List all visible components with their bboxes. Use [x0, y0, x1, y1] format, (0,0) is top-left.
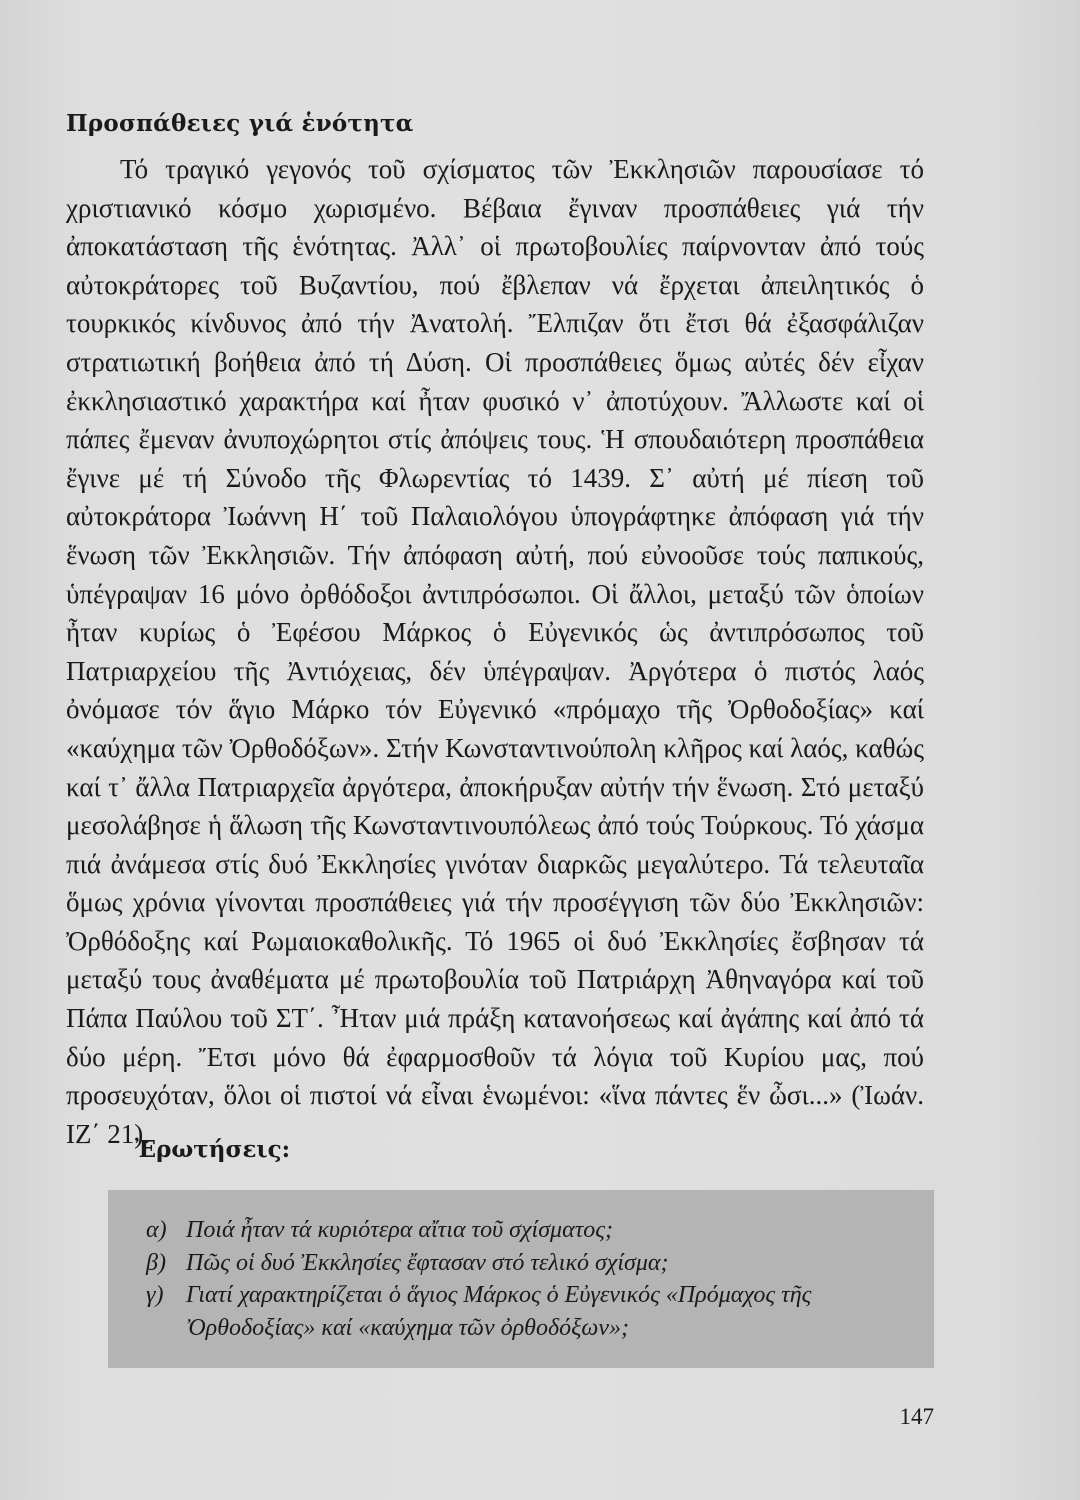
- question-item: [146, 1214, 914, 1247]
- page-number: 147: [899, 1404, 934, 1429]
- questions-list: [146, 1214, 914, 1344]
- question-marker: α): [146, 1217, 167, 1243]
- question-text: Ποιά ἦταν τά κυριότερα αἴτια τοῦ σχίσματος;: [186, 1217, 614, 1243]
- section-title: Προσπάθειες γιά ἑνότητα: [66, 110, 414, 137]
- question-text: Πῶς οἱ δυό Ἐκκλησίες ἔφτασαν στό τελικό σχίσμα;: [186, 1249, 669, 1276]
- question-item: [146, 1279, 914, 1344]
- question-marker: β): [146, 1249, 166, 1276]
- body-paragraph: Τό τραγικό γεγονός τοῦ σχίσματος τῶν Ἐκκλησιῶν παρουσίασε τό χριστιανικό κόσμο χωρισμένο. Βέβαια ἔγιναν προσπάθειες γιά τήν ἀποκατάσταση τῆς ἑνότητας. Ἀλλ᾿ οἱ πρωτοβουλίες παίρνονταν ἀπό τούς αὐτοκράτορες τοῦ Βυζαντίου, πού ἔβλεπαν νά ἔρχεται ἀπειλητικός ὁ τουρκικός κίνδυνος ἀπό τήν Ἀνατολή. Ἔλπιζαν ὅτι ἔτσι θά ἐξασφάλιζαν στρατιωτική βοήθεια ἀπό τή Δύση. Οἱ προσπάθειες ὅμως αὐτές δέν εἶχαν ἐκκλησιαστικό χαρακτήρα καί ἦταν φυσικό ν᾿ ἀποτύχουν. Ἄλλωστε καί οἱ πάπες ἔμεναν ἀνυποχώρητοι στίς ἀπόψεις τους. Ἡ σπουδαιότερη προσπάθεια ἔγινε μέ τή Σύνοδο τῆς Φλωρεντίας τό 1439. Σ᾿ αὐτή μέ πίεση τοῦ αὐτοκράτορα Ἰωάννη Η΄ τοῦ Παλαιολόγου ὑπογράφτηκε ἀπόφαση γιά τήν ἕνωση τῶν Ἐκκλησιῶν. Τήν ἀπόφαση αὐτή, πού εὐνοοῦσε τούς παπικούς, ὑπέγραψαν 16 μόνο ὀρθόδοξοι ἀντιπρόσωποι. Οἱ ἄλλοι, μεταξύ τῶν ὁποίων ἦταν κυρίως ὁ Ἐφέσου Μάρκος ὁ Εὐγενικός ὡς ἀντιπρόσωπος τοῦ Πατριαρχείου τῆς Ἀντιόχειας, δέν ὑπέγραψαν. Ἀργότερα ὁ πιστός λαός ὀνόμασε τόν ἅγιο Μάρκο τόν Εὐγενικό «πρόμαχο τῆς Ὀρθοδοξίας» καί «καύχημα τῶν Ὀρθοδόξων». Στήν Κωνσταντινούπολη κλῆρος καί λαός, καθώς καί τ᾿ ἄλλα Πατριαρχεῖα ἀργότερα, ἀποκήρυξαν αὐτήν τήν ἕνωση. Στό μεταξύ μεσολάβησε ἡ ἅλωση τῆς Κωνσταντινουπόλεως ἀπό τούς Τούρκους. Τό χάσμα πιά ἀνάμεσα στίς δυό Ἐκκλησίες γινόταν διαρκῶς μεγαλύτερο. Τά τελευταῖα ὅμως χρόνια γίνονται προσπάθειες γιά τήν προσέγγιση τῶν δύο Ἐκκλησιῶν: Ὀρθόδοξης καί Ρωμαιοκαθολικῆς. Τό 1965 οἱ δυό Ἐκκλησίες ἔσβησαν τά μεταξύ τους ἀναθέματα μέ πρωτοβουλία τοῦ Πατριάρχη Ἀθηναγόρα καί τοῦ Πάπα Παύλου τοῦ ΣΤ΄. Ἦταν μιά πράξη κατανοήσεως καί ἀγάπης καί ἀπό τά δύο μέρη. Ἔτσι μόνο θά ἐφαρμοσθοῦν τά λόγια τοῦ Κυρίου μας, πού προσευχόταν, ὅλοι οἱ πιστοί νά εἶναι ἑνωμένοι: «ἵνα πάντες ἕν ὦσι...» (Ἰωάν. ΙΖ΄ 21).: [66, 154, 924, 1149]
- questions-title: Ἐρωτήσεις:: [135, 1136, 291, 1163]
- question-marker: γ): [146, 1282, 164, 1308]
- questions-box: [108, 1190, 934, 1368]
- question-text: Γιατί χαρακτηρίζεται ὁ ἅγιος Μάρκος ὁ Εὐγενικός «Πρόμαχος τῆς Ὀρθοδοξίας» καί «καύχημα τῶν ὀρθοδόξων»;: [186, 1282, 812, 1341]
- question-item: [146, 1247, 914, 1280]
